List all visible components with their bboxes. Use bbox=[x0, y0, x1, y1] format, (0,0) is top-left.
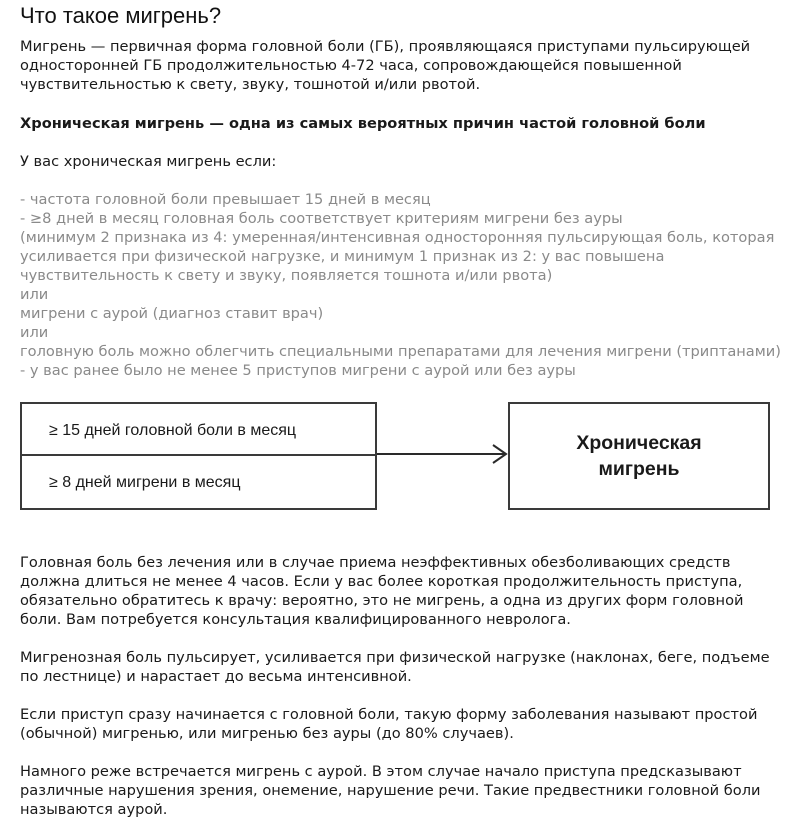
criteria-line: мигрени с аурой (диагноз ставит врач) bbox=[20, 305, 324, 322]
pulse-line: Мигренозная боль пульсирует, усиливается при физической нагрузке (наклонах, беге, подъеме bbox=[20, 649, 770, 666]
chronic-migraine-diagram bbox=[20, 402, 770, 510]
simple-migraine-paragraph bbox=[20, 705, 757, 743]
duration-line: обязательно обратитесь к врачу: вероятно, это не мигрень, а одна из других форм головной bbox=[20, 592, 744, 609]
condition-migraine-days: ≥ 8 дней мигрени в месяц bbox=[49, 474, 241, 491]
intro-paragraph bbox=[20, 37, 750, 94]
criteria-line: или bbox=[20, 286, 49, 303]
arrow-right-icon bbox=[377, 442, 509, 466]
intro-line: чувствительностью к свету, звуку, тошнотой и/или рвотой. bbox=[20, 76, 481, 93]
criteria-line: - у вас ранее было не менее 5 приступов мигрени с аурой или без ауры bbox=[20, 362, 576, 379]
duration-line: боли. Вам потребуется консультация квалифицированного невролога. bbox=[20, 611, 571, 628]
simple-migraine-line: Если приступ сразу начинается с головной боли, такую форму заболевания называют простой bbox=[20, 706, 758, 723]
criteria-line: или bbox=[20, 324, 49, 341]
aura-line: Намного реже встречается мигрень с аурой. В этом случае начало приступа предсказывают bbox=[20, 763, 742, 780]
criteria-line: головную боль можно облегчить специальными препаратами для лечения мигрени (триптанами) bbox=[20, 343, 781, 360]
condition-headache-days: ≥ 15 дней головной боли в месяц bbox=[49, 422, 297, 439]
duration-line: Головная боль без лечения или в случае приема неэффективных обезболивающих средств bbox=[20, 554, 731, 571]
pulse-paragraph bbox=[20, 648, 770, 686]
criteria-line: - частота головной боли превышает 15 дней в месяц bbox=[20, 191, 431, 208]
criteria-line: (минимум 2 признака из 4: умеренная/интенсивная односторонняя пульсирующая боль, которая bbox=[20, 229, 775, 246]
duration-line: должна длиться не менее 4 часов. Если у вас более короткая продолжительность приступа, bbox=[20, 573, 743, 590]
pulse-line: по лестнице) и нарастает до весьма интенсивной. bbox=[20, 668, 412, 685]
conditions-box bbox=[20, 402, 377, 510]
intro-line: односторонней ГБ продолжительностью 4-72 часа, сопровождающейся повышенной bbox=[20, 57, 682, 74]
criteria-line: - ≥8 дней в месяц головная боль соответствует критериям мигрени без ауры bbox=[20, 210, 623, 227]
criteria-list bbox=[20, 190, 781, 380]
result-box bbox=[508, 402, 770, 510]
page-title: Что такое мигрень? bbox=[20, 3, 222, 28]
criteria-line: чувствительность к свету и звуку, появляется тошнота и/или рвота) bbox=[20, 267, 553, 284]
intro-line: Мигрень — первичная форма головной боли (ГБ), проявляющаяся приступами пульсирующей bbox=[20, 38, 751, 55]
subheading: Хроническая мигрень — одна из самых вероятных причин частой головной боли bbox=[20, 115, 706, 132]
aura-paragraph bbox=[20, 762, 761, 819]
aura-line: называются аурой. bbox=[20, 801, 168, 818]
conditions-divider bbox=[22, 454, 375, 456]
criteria-line: усиливается при физической нагрузке, и минимум 1 признак из 2: у вас повышена bbox=[20, 248, 665, 265]
simple-migraine-line: (обычной) мигренью, или мигренью без ауры (до 80% случаев). bbox=[20, 725, 514, 742]
result-label bbox=[510, 430, 768, 482]
duration-paragraph bbox=[20, 553, 743, 629]
criteria-intro: У вас хроническая мигрень если: bbox=[20, 153, 277, 170]
aura-line: различные нарушения зрения, онемение, нарушение речи. Такие предвестники головной боли bbox=[20, 782, 761, 799]
result-line: Хроническая bbox=[576, 432, 702, 454]
result-line: мигрень bbox=[598, 458, 680, 480]
